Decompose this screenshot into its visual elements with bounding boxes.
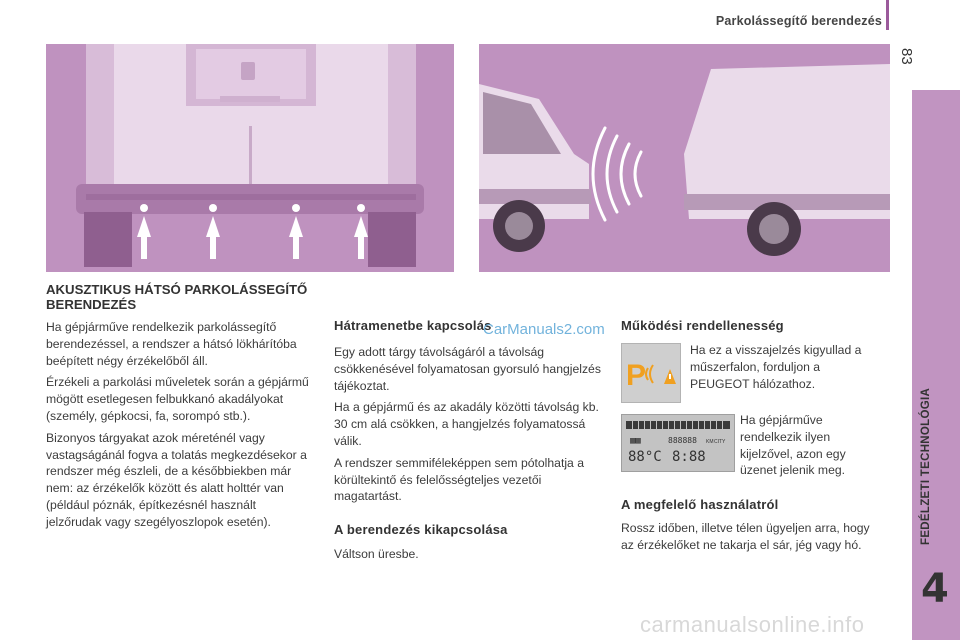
reverse-heading: Hátramenetbe kapcsolás [334, 318, 492, 333]
main-heading: AKUSZTIKUS HÁTSÓ PARKOLÁSSEGÍTŐ BERENDEZÉS [46, 282, 308, 312]
reverse-paragraph-3: A rendszer semmiféleképpen sem pótolhatja a körültekintő és felelősségteljes vezetői magatartást. [334, 455, 584, 504]
page-number: 83 [898, 48, 915, 65]
site-watermark: CarManuals2.com [483, 321, 605, 338]
sensor-arrow-2 [206, 216, 220, 259]
reverse-paragraph-1: Egy adott tárgy távolságáról a távolság csökkenésével folyamatosan gyorsuló hangjelzés tájékoztat. [334, 345, 601, 393]
display-city: CITY [714, 439, 726, 445]
bottom-watermark: carmanualsonline.info [640, 612, 865, 637]
deactivate-text: Váltson üresbe. [334, 547, 419, 561]
usage-text: Rossz időben, illetve télen ügyeljen arra, hogy az érzékelőket ne takarja el sár, jég vagy hó. [621, 521, 870, 552]
chapter-label: FEDÉLZETI TECHNOLÓGIA [920, 387, 932, 545]
display-temperature: 88°C [628, 449, 662, 465]
left-column [46, 319, 314, 536]
van-rear-illustration [46, 44, 454, 272]
left-paragraph-2: Érzékeli a parkolási műveletek során a gépjármű mögött esetlegesen felbukkanó akadályokat (személy, gépkocsi, fa, sorompó stb.). [46, 375, 309, 423]
malfunction-text-1: Ha ez a visszajelzés kigyullad a műszerfalon, forduljon a PEUGEOT hálózathoz. [690, 343, 862, 391]
header-title: Parkolássegítő berendezés [715, 14, 882, 28]
van-side-illustration [479, 44, 890, 272]
malfunction-heading: Működési rendellenesség [621, 318, 784, 333]
sensor-arrow-4 [354, 216, 368, 259]
chapter-sidebar [912, 90, 960, 640]
reverse-column [334, 344, 604, 510]
sensor-arrow-1 [137, 216, 151, 259]
display-clock: 8:88 [672, 449, 706, 465]
svg-text:▦▦: ▦▦ [630, 436, 641, 446]
deactivate-heading: A berendezés kikapcsolása [334, 522, 508, 537]
left-paragraph-1: Ha gépjárműve rendelkezik parkolássegítő berendezéssel, a rendszer a hátsó lökhárítóba beépített négy érzékelőből áll. [46, 320, 297, 368]
svg-text:P: P [626, 359, 647, 392]
display-km: KM [706, 439, 714, 445]
chapter-number: 4 [921, 566, 949, 612]
instrument-display-icon [621, 414, 735, 472]
left-paragraph-3: Bizonyos tárgyakat azok méreténél vagy vastagságánál fogva a tolatás megkezdésekor a rendszer még észleli, de a későbbiekben már nem: az érzékelők között és alatt holttér van (például póznák, építkezésnél használt jelzőrudak vagy szegélyoszlopok esetén). [46, 430, 307, 529]
parking-warning-icon [621, 343, 681, 403]
usage-heading: A megfelelő használatról [621, 497, 779, 512]
reverse-paragraph-2: Ha a gépjármű és az akadály közötti távolság kb. 30 cm alá csökken, a hangjelzés folyamatossá válik. [334, 400, 599, 448]
svg-text:888888: 888888 [668, 436, 697, 445]
malfunction-text-2: Ha gépjárműve rendelkezik ilyen kijelzővel, azon egy üzenet jelenik meg. [740, 413, 846, 478]
header-accent-bar [886, 0, 889, 30]
sensor-arrow-3 [289, 216, 303, 259]
